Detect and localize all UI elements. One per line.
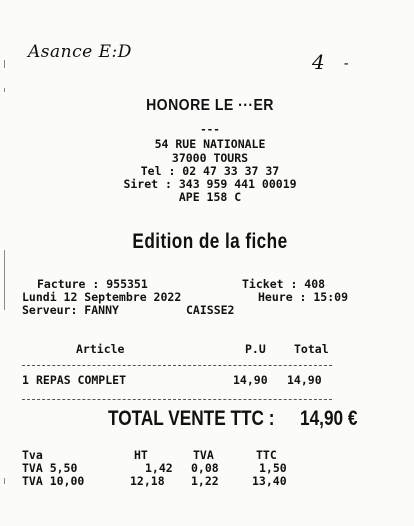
facture-number: Facture : 955351 [37,277,148,291]
item-qty: 1 [22,373,29,387]
column-total: Total [294,342,329,356]
shop-separator: --- [200,123,220,136]
vat-amount: 0,08 [191,461,219,475]
shop-phone: Tel : 02 47 33 37 37 [140,164,280,178]
total-value: 14,90 € [300,407,358,430]
receipt-date: Lundi 12 Septembre 2022 [22,290,182,304]
divider [22,365,332,366]
handwritten-note: Asance E:D [28,42,132,62]
column-unit-price: P.U [245,342,266,356]
edition-title: Edition de la fiche [132,230,288,253]
vat-rate: TVA 5,50 [22,461,78,475]
vat-header-ht: HT [134,448,148,462]
address-line-1: 54 RUE NATIONALE [154,137,266,151]
shop-ape: APE 158 C [178,190,242,204]
margin-mark [4,250,5,310]
vat-header-rate: Tva [22,448,43,462]
receipt-time: Heure : 15:09 [258,290,349,304]
handwritten-mark: 4 [312,50,325,74]
margin-mark [4,478,5,484]
shop-name: HONORE LE ···ER [146,97,274,114]
shop-siret: Siret : 343 959 441 00019 [123,177,297,191]
vat-header-tva: TVA [193,448,214,462]
divider [22,399,332,400]
item-total: 14,90 [287,373,322,387]
vat-ht: 1,42 [145,461,173,475]
server-name: Serveur: FANNY [22,303,119,317]
vat-ttc: 13,40 [252,474,287,488]
total-label: TOTAL VENTE TTC : [108,407,275,430]
margin-mark [4,88,5,92]
vat-ht: 12,18 [130,474,165,488]
vat-rate: TVA 10,00 [22,474,85,488]
margin-mark [4,60,5,68]
vat-ttc: 1,50 [259,461,287,475]
item-unit-price: 14,90 [233,373,268,387]
vat-amount: 1,22 [191,474,219,488]
vat-header-ttc: TTC [256,448,277,462]
item-name: REPAS COMPLET [36,373,127,387]
address-line-2: 37000 TOURS [171,151,249,165]
register-id: CAISSE2 [186,303,235,317]
handwritten-dash: - [342,56,351,72]
ticket-number: Ticket : 408 [242,277,326,291]
column-article: Article [76,342,125,356]
